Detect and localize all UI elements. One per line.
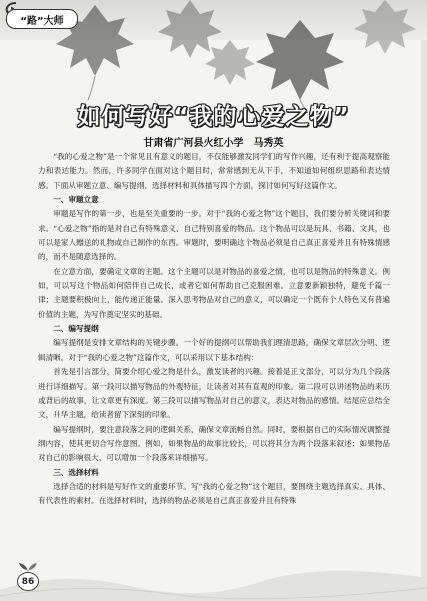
section-heading: 一、审题立意 <box>53 195 99 205</box>
author-byline: 甘肃省广河县火红小学 马秀英 <box>143 138 284 149</box>
article-title: 如何写好“我的心爱之物” <box>77 104 350 130</box>
section-heading: 三、选择材料 <box>53 467 99 477</box>
body-paragraph: 首先是引言部分，简要介绍心爱之物是什么，激发读者的兴趣。接着是正文部分，可以分为几个段落进行详细描写。第一段可以描写物品的外观特征，让读者对其有直观的印象。第二段可以讲述物品的来历或背后的故事，让文章更有深度。第三段可以描写物品对自己的意义，表达对物品的感情。结尾应总结全文，升华主题，给读者留下深刻的印象。 <box>38 367 390 420</box>
body-paragraph: 选择合适的材料是写好作文的重要环节。写“我的心爱之物”这个题目，要围绕主题选择真实、具体、有代表性的素材。在选择材料时，选择的物品必须是自己真正喜爱并且有特殊 <box>38 481 390 506</box>
body-paragraph: 审题是写作的第一步，也是至关重要的一步。对于“我的心爱之物”这个题目，我们要分析关键词和要求。“心爱之物”指的是对自己有特殊意义、自己特别喜爱的物品。这个物品可以是玩具、书籍、文具，也可以是家人赠送的礼物或自己制作的东西。审题时，要明确这个物品必须是自己真正喜爱并且有特殊情感的，而不是随意选择的。 <box>38 209 390 262</box>
article-body <box>38 150 390 509</box>
page-number: 86 <box>17 572 39 591</box>
bottom-border-decoration <box>0 520 427 601</box>
body-paragraph: 编写提纲时，要注意段落之间的逻辑关系，确保文章流畅自然。同时，要根据自己的实际情况调整提纲内容，使其更切合写作意图。例如，如果物品的故事比较长，可以将其分为两个段落来叙述；如果物品对自己的影响很大，可以增加一个段落来详细描写。 <box>38 424 390 463</box>
intro-paragraph: “我的心爱之物”是一个常见且有意义的题目，不仅能够激发同学们的写作兴趣，还有利于提高观察能力和表达能力。然而，许多同学在面对这个题目时，常常感到无从下手，不知道如何组织思路和表达情感。下面从审题立意、编写提纲、选择材料和具体描写四个方面，探讨如何写好这篇作文。 <box>38 152 390 190</box>
body-paragraph: 编写提纲是安排文章结构的关键步骤。一个好的提纲可以帮助我们理清思路，确保文章层次分明、逻辑清晰。对于“我的心爱之物”这篇作文，可以采用以下基本结构： <box>38 338 390 362</box>
section-heading: 二、编写提纲 <box>53 324 99 334</box>
body-paragraph: 在立意方面，要确定文章的主题。这个主题可以是对物品的喜爱之情，也可以是物品的特殊意义。例如，可以写这个物品如何陪伴自己成长，或者它如何帮助自己克服困难。立意要新颖独特，避免千篇一律；主题要积极向上，能传递正能量。深入思考物品对自己的意义，可以确定一个既有个人特色又有普遍价值的主题，为写作奠定坚实的基础。 <box>38 266 390 319</box>
column-badge: “路”大师 <box>6 9 78 29</box>
